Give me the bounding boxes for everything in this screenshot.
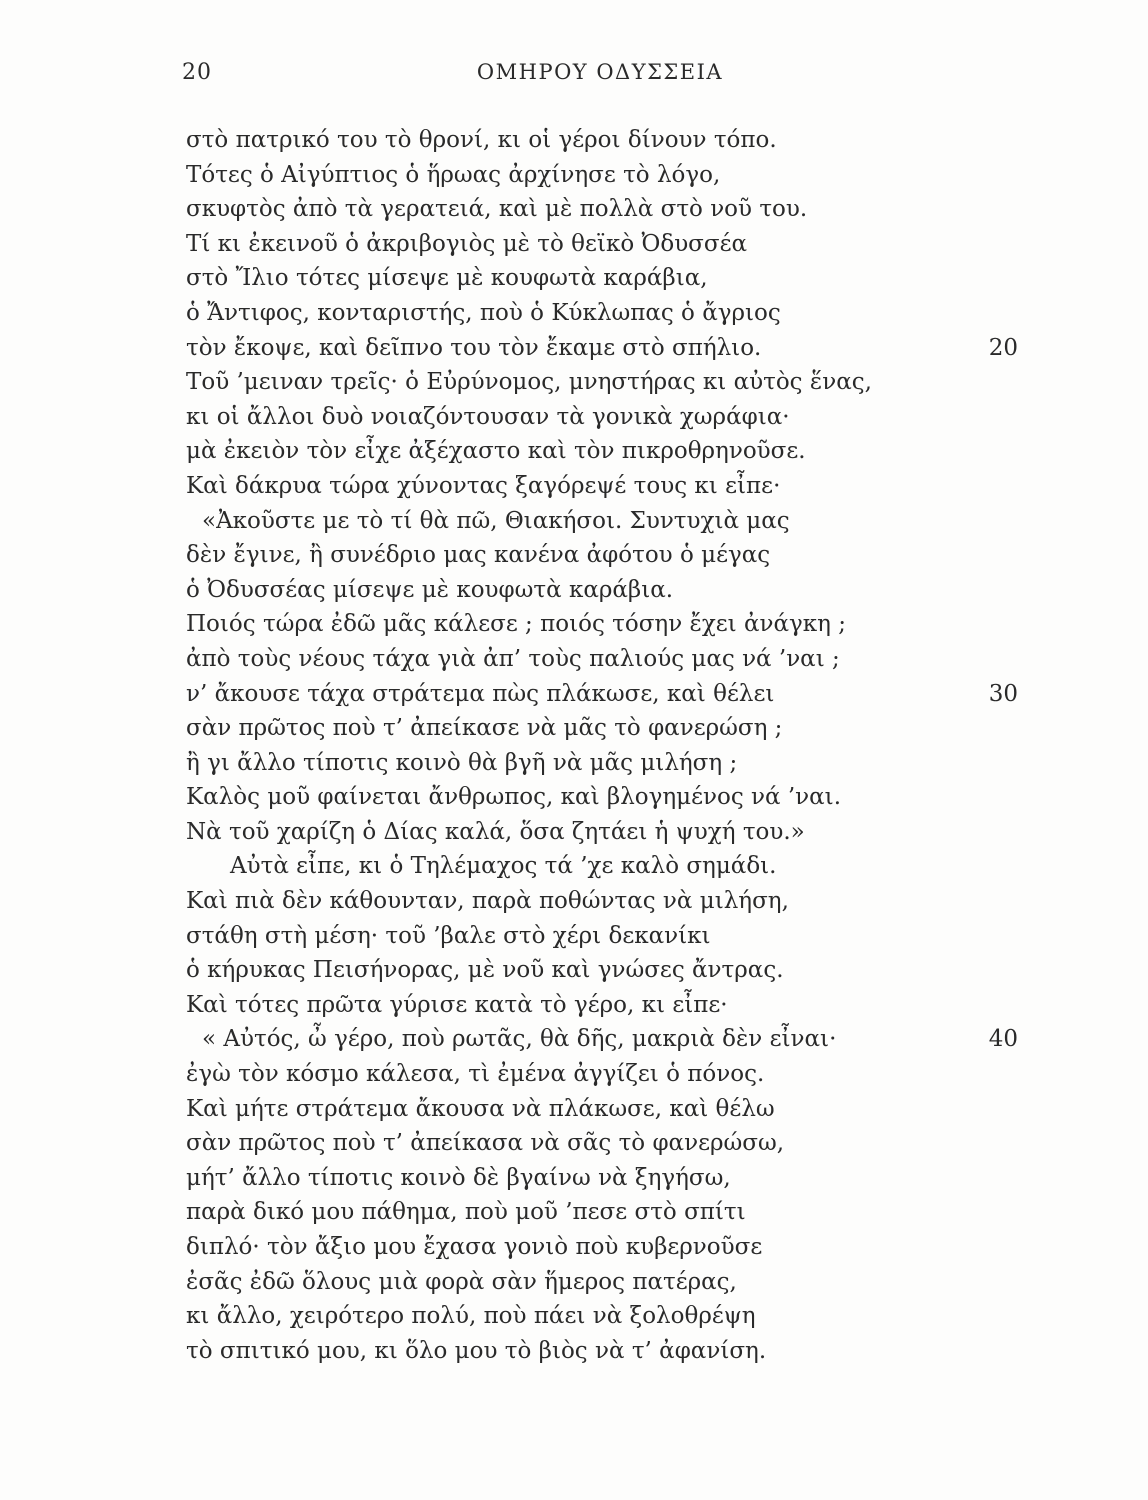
verse-text: ὁ κήρυκας Πεισήνορας, μὲ νοῦ καὶ γνώσες ἄντρας. [186, 957, 784, 984]
verse-line [186, 746, 1026, 781]
verse-line [186, 504, 1026, 539]
verse-line [186, 331, 1026, 366]
verse-text: στὸ πατρικό του τὸ θρονί, κι οἱ γέροι δίνουν τόπο. [186, 127, 777, 153]
verse-text: μὰ ἐκειὸν τὸν εἶχε ἀξέχαστο καὶ τὸν πικροθρηνοῦσε. [186, 438, 806, 465]
verse-text: κι ἄλλο, χειρότερο πολύ, ποὺ πάει νὰ ξολοθρέψη [186, 1303, 756, 1330]
verse-line [186, 1126, 1026, 1161]
verse-line [186, 1195, 1026, 1230]
verse-text: σκυφτὸς ἀπὸ τὰ γερατειά, καὶ μὲ πολλὰ στὸ νοῦ του. [186, 196, 808, 223]
verse-line [186, 815, 1026, 850]
verse-text: διπλό· τὸν ἄξιο μου ἔχασα γονιὸ ποὺ κυβερνοῦσε [186, 1234, 763, 1260]
verse-line [186, 1265, 1026, 1300]
verse-line [186, 642, 1026, 677]
verse-line [186, 123, 1026, 158]
verse-line [186, 1299, 1026, 1334]
verse-text: Τί κι ἐκεινοῦ ὁ ἀκριβογιὸς μὲ τὸ θεϊκὸ Ὀδυσσέα [186, 230, 748, 257]
verse-text: ν’ ἄκουσε τάχα στράτεμα πὼς πλάκωσε, καὶ θέλει [186, 680, 775, 707]
verse-text: «Ἀκοῦστε με τὸ τί θὰ πῶ, Θιακήσοι. Συντυχιὰ μας [202, 507, 790, 534]
verse-line [186, 953, 1026, 988]
verse-line [186, 1230, 1026, 1265]
verse-line [186, 192, 1026, 227]
verse-line [186, 227, 1026, 262]
verse-text: παρὰ δικό μου πάθημα, ποὺ μοῦ ’πεσε στὸ σπίτι [186, 1199, 746, 1226]
verse-block [186, 123, 1026, 1368]
verse-line [186, 711, 1026, 746]
verse-line [186, 849, 1026, 884]
verse-text: Τοῦ ’μειναν τρεῖς· ὁ Εὐρύνομος, μνηστήρας κι αὐτὸς ἕνας, [186, 369, 872, 396]
verse-text: Καὶ πιὰ δὲν κάθουνταν, παρὰ ποθώντας νὰ μιλήση, [186, 888, 789, 915]
verse-text: Καὶ μήτε στράτεμα ἄκουσα νὰ πλάκωσε, καὶ θέλω [186, 1095, 775, 1122]
verse-text: κι οἱ ἄλλοι δυὸ νοιαζόντουσαν τὰ γονικὰ χωράφια· [186, 403, 790, 430]
verse-line [186, 607, 1026, 642]
line-number: 20 [988, 334, 1018, 361]
verse-text: Καὶ τότες πρῶτα γύρισε κατὰ τὸ γέρο, κι εἶπε· [186, 991, 728, 1018]
verse-text: Τότες ὁ Αἰγύπτιος ὁ ἥρωας ἀρχίνησε τὸ λόγο, [186, 161, 721, 188]
verse-line [186, 296, 1026, 331]
verse-text: Αὐτὰ εἶπε, κι ὁ Τηλέμαχος τά ’χε καλὸ σημάδι. [230, 853, 777, 880]
verse-line [186, 884, 1026, 919]
verse-line [186, 677, 1026, 712]
verse-line [186, 1022, 1026, 1057]
line-number: 40 [988, 1026, 1018, 1053]
line-number: 30 [988, 680, 1018, 707]
verse-text: Καὶ δάκρυα τώρα χύνοντας ξαγόρεψέ τους κι εἶπε· [186, 472, 781, 499]
verse-text: σὰν πρῶτος ποὺ τ’ ἀπείκασε νὰ μᾶς τὸ φανερώση ; [186, 715, 783, 742]
running-title: ΟΜΗΡΟΥ ΟΔΥΣΣΕΙΑ [476, 60, 724, 84]
verse-text: στάθη στὴ μέση· τοῦ ’βαλε στὸ χέρι δεκανίκι [186, 922, 711, 949]
verse-text: ἢ γι ἄλλο τίποτις κοινὸ θὰ βγῆ νὰ μᾶς μιλήση ; [186, 749, 738, 776]
verse-text: τὸν ἔκοψε, καὶ δεῖπνο του τὸν ἔκαμε στὸ σπήλιο. [186, 334, 762, 361]
verse-line [186, 573, 1026, 608]
verse-text: ὁ Ὀδυσσέας μίσεψε μὲ κουφωτὰ καράβια. [186, 576, 674, 603]
verse-text: ἐσᾶς ἐδῶ ὅλους μιὰ φορὰ σὰν ἥμερος πατέρας, [186, 1268, 737, 1295]
verse-text: Ποιός τώρα ἐδῶ μᾶς κάλεσε ; ποιός τόσην ἔχει ἀνάγκη ; [186, 611, 847, 638]
verse-line [186, 365, 1026, 400]
verse-text: τὸ σπιτικό μου, κι ὅλο μου τὸ βιὸς νὰ τ’ ἀφανίση. [186, 1337, 767, 1364]
verse-line [186, 538, 1026, 573]
verse-line [186, 158, 1026, 193]
verse-line [186, 434, 1026, 469]
verse-text: σὰν πρῶτος ποὺ τ’ ἀπείκασα νὰ σᾶς τὸ φανερώσω, [186, 1130, 785, 1157]
verse-line [186, 988, 1026, 1023]
verse-text: ἀπὸ τοὺς νέους τάχα γιὰ ἀπ’ τοὺς παλιούς μας νά ’ναι ; [186, 645, 840, 672]
verse-text: Νὰ τοῦ χαρίζη ὁ Δίας καλά, ὅσα ζητάει ἡ ψυχή του.» [186, 818, 805, 845]
verse-line [186, 261, 1026, 296]
verse-text: δὲν ἔγινε, ἢ συνέδριο μας κανένα ἀφότου ὁ μέγας [186, 542, 771, 569]
verse-line [186, 1057, 1026, 1092]
verse-line [186, 469, 1026, 504]
verse-text: « Αὐτός, ὦ γέρο, ποὺ ρωτᾶς, θὰ δῆς, μακριὰ δὲν εἶναι· [202, 1026, 837, 1053]
page-header [182, 60, 1018, 90]
verse-text: ἐγὼ τὸν κόσμο κάλεσα, τὶ ἐμένα ἀγγίζει ὁ πόνος. [186, 1061, 765, 1088]
verse-line [186, 1161, 1026, 1196]
verse-text: μήτ’ ἄλλο τίποτις κοινὸ δὲ βγαίνω νὰ ξηγήσω, [186, 1164, 731, 1191]
verse-line [186, 400, 1026, 435]
verse-line [186, 919, 1026, 954]
verse-line [186, 1092, 1026, 1127]
verse-text: Καλὸς μοῦ φαίνεται ἄνθρωπος, καὶ βλογημένος νά ’ναι. [186, 784, 842, 811]
page-number: 20 [182, 60, 212, 85]
verse-text: στὸ Ἴλιο τότες μίσεψε μὲ κουφωτὰ καράβια, [186, 265, 708, 292]
verse-text: ὁ Ἄντιφος, κονταριστής, ποὺ ὁ Κύκλωπας ὁ ἄγριος [186, 299, 781, 326]
verse-line [186, 780, 1026, 815]
verse-line [186, 1334, 1026, 1369]
